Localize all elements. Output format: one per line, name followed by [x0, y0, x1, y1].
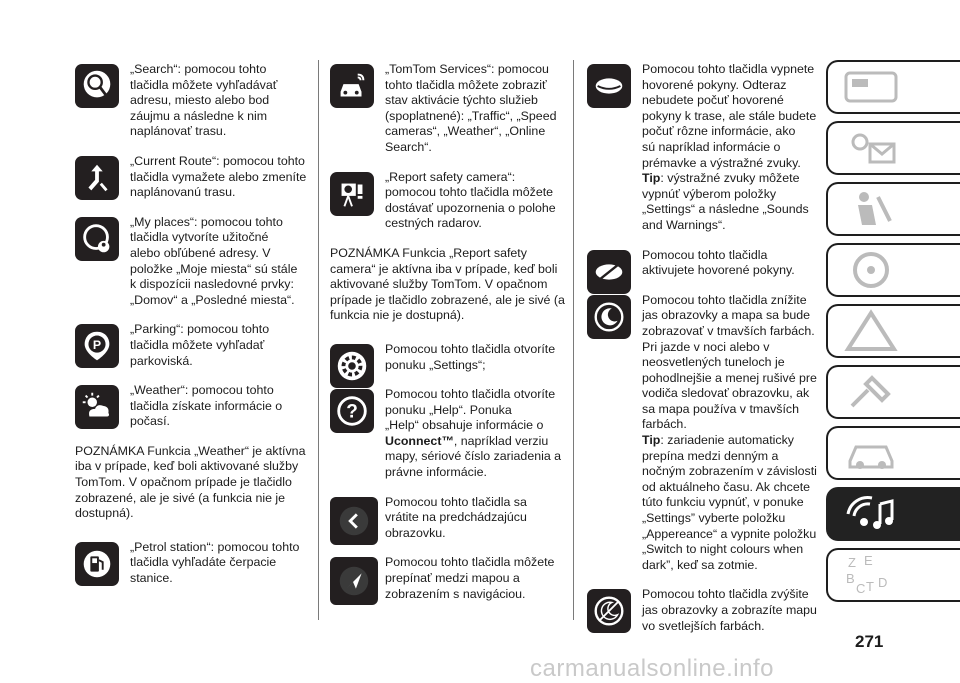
- column-1: [75, 62, 310, 601]
- petrol-text: „Petrol station“: pomocou tohto tlačidla vyhľadáte čerpacie stanice.: [130, 539, 300, 586]
- unmute-text: Pomocou tohto tlačidla aktivujete hovorené pokyny.: [642, 247, 795, 278]
- settings-entry: [330, 342, 565, 373]
- tip2-body: : zariadenie automaticky prepína medzi denným a nočným zobrazením v závislosti od aktuálneho času. Ak chcete túto funkciu vypnúť, v ponuke „Settings” vyberte položku „Appereance“ a vypnite položku „Switch to night colours when dark”, keď sa zotmie.: [642, 433, 817, 572]
- dashboard-tab-icon: [842, 65, 900, 109]
- warning-lights-tab[interactable]: [826, 121, 960, 175]
- camera-entry: [330, 170, 565, 232]
- column-2: [330, 62, 565, 616]
- svg-text:B: B: [846, 571, 855, 586]
- camera-text: „Report safety camera“: pomocou tohto tlačidla môžete dostávať upozornenia o polohe cestných radarov.: [385, 169, 556, 231]
- tip2-text: [642, 433, 817, 573]
- safety-camera-icon: [330, 172, 374, 216]
- route-icon: [75, 156, 119, 200]
- settings-text: Pomocou tohto tlačidla otvoríte ponuku „Settings“;: [385, 341, 556, 372]
- day-text: Pomocou tohto tlačidla zvýšite jas obrazovky a zobrazíte mapu vo svetlejších farbách.: [642, 587, 817, 633]
- help-text-b: , napríklad verziu mapy, sériové číslo zariadenia a právne informácie.: [385, 433, 562, 480]
- weather-icon: [75, 385, 119, 429]
- maintenance-tab[interactable]: [826, 365, 960, 419]
- tip1-label: Tip: [642, 171, 661, 186]
- tip1-text: [642, 171, 817, 233]
- tomtom-text: „TomTom Services“: pomocou tohto tlačidla môžete zobraziť stav aktivácie týchto služieb (spoplatnené): „Traffic“, „Speed cameras“, „Weather“, „Online Search“.: [385, 62, 557, 154]
- back-icon: [330, 497, 378, 545]
- weather-note: POZNÁMKA Funkcia „Weather“ je aktívna iba v prípade, keď boli aktivované služby TomTom. V opačnom prípade je tlačidlo zobrazené, ale je sivé (a funkcia nie je dostupná).: [75, 443, 306, 521]
- emergency-tab[interactable]: [826, 304, 960, 358]
- night-entry: [587, 293, 817, 574]
- tomtom-services-icon: [330, 64, 374, 108]
- chapter-tabs: [826, 60, 960, 609]
- weather-entry: [75, 383, 310, 430]
- help-text: [385, 387, 565, 481]
- svg-text:E: E: [864, 553, 873, 568]
- switch-entry: [330, 555, 565, 602]
- unmute-icon: [587, 250, 631, 294]
- technical-data-tab[interactable]: [826, 426, 960, 480]
- help-icon: [330, 389, 374, 433]
- tip2-label: Tip: [642, 433, 661, 448]
- safety-tab-icon: [842, 187, 900, 231]
- petrol-entry: [75, 540, 310, 587]
- mute-text: Pomocou tohto tlačidla vypnete hovorené pokyny. Odteraz nebudete počuť hovorené pokyny k trase, ale stále budete počuť rôzne informácie, ako sú napríklad informácie o prémavke a výstražné zvuky.: [642, 62, 817, 170]
- route-entry: [75, 154, 310, 201]
- column-divider-2: [573, 60, 574, 620]
- index-tab-icon: [842, 553, 900, 597]
- search-icon: [75, 64, 119, 108]
- watermark: carmanualsonline.info: [530, 655, 774, 682]
- switch-text: Pomocou tohto tlačidla môžete prepínať medzi mapou a zobrazením s navigáciou.: [385, 555, 555, 601]
- camera-note: POZNÁMKA Funkcia „Report safety camera“ je aktívna iba v prípade, keď boli aktivované služby TomTom. V opačnom prípade je tlačidlo zobrazené, ale je sivé (a funkcia nie je dostupná).: [330, 245, 565, 323]
- day-icon: [587, 589, 631, 633]
- places-text: „My places“: pomocou tohto tlačidla vytvoríte užitočné alebo obľúbené adresy. V položke „Moje miesta“ sú stále k dispozícii nasledovné prvky: „Domov“ a „Posledné miesta“.: [130, 214, 298, 307]
- technical-data-tab-icon: [842, 431, 900, 475]
- column-divider-1: [318, 60, 319, 620]
- search-entry: [75, 62, 310, 140]
- help-text-a: Pomocou tohto tlačidla otvoríte ponuku „Help“. Ponuka „Help“ obsahuje informácie o: [385, 387, 556, 433]
- search-text: „Search“: pomocou tohto tlačidla môžete vyhľadávať adresu, miesto alebo bod záujmu a následne k nim naplánovať trasu.: [130, 62, 278, 139]
- svg-text:Z: Z: [848, 555, 856, 570]
- svg-text:D: D: [878, 575, 888, 590]
- unmute-entry: [587, 248, 817, 279]
- tomtom-entry: [330, 62, 565, 156]
- maintenance-tab-icon: [842, 370, 900, 414]
- night-text: Pomocou tohto tlačidla znížite jas obrazovky a mapa sa bude zobrazovať v tmavších farbách. Pri jazde v noci alebo v neosvetlených tuneloch je pohodlnejšie a menej rušivé pre vodiča sledovať obrazovku, ak sa mapa používa v tmavších farbách.: [642, 292, 817, 432]
- multimedia-tab[interactable]: [826, 487, 960, 541]
- column-3: [587, 62, 817, 648]
- svg-text:T: T: [866, 579, 874, 594]
- weather-text: „Weather“: pomocou tohto tlačidla získate informácie o počasí.: [130, 383, 283, 429]
- parking-icon: [75, 324, 119, 368]
- warning-lights-tab-icon: [842, 126, 900, 170]
- back-entry: [330, 495, 565, 542]
- mute-icon: [587, 64, 631, 108]
- starting-driving-tab[interactable]: [826, 243, 960, 297]
- help-text-brand: Uconnect™: [385, 433, 454, 448]
- svg-text:?: ?: [346, 401, 358, 423]
- safety-tab[interactable]: [826, 182, 960, 236]
- places-icon: [75, 217, 119, 261]
- places-entry: [75, 215, 310, 309]
- starting-driving-tab-icon: [842, 248, 900, 292]
- parking-text: „Parking“: pomocou tohto tlačidla môžete vyhľadať parkoviská.: [130, 322, 270, 368]
- route-text: „Current Route“: pomocou tohto tlačidla vymažete alebo zmeníte naplánovanú trasu.: [130, 153, 307, 200]
- index-tab[interactable]: [826, 548, 960, 602]
- settings-icon: [330, 344, 374, 388]
- parking-entry: [75, 322, 310, 369]
- multimedia-tab-icon: [842, 492, 900, 536]
- svg-text:C: C: [856, 581, 866, 596]
- svg-text:P: P: [92, 338, 102, 353]
- switch-view-icon: [330, 557, 378, 605]
- back-text: Pomocou tohto tlačidla sa vrátite na predchádzajúcu obrazovku.: [385, 494, 527, 540]
- help-entry: [330, 387, 565, 481]
- emergency-tab-icon: [842, 309, 900, 353]
- night-icon: [587, 295, 631, 339]
- mute-entry: [587, 62, 817, 234]
- petrol-icon: [75, 542, 119, 586]
- page-number: 271: [855, 632, 884, 651]
- day-entry: [587, 587, 817, 634]
- dashboard-tab[interactable]: [826, 60, 960, 114]
- tip1-body: : výstražné zvuky môžete vypnúť výberom položky „Settings“ a následne „Sounds and Warnings“.: [642, 171, 809, 232]
